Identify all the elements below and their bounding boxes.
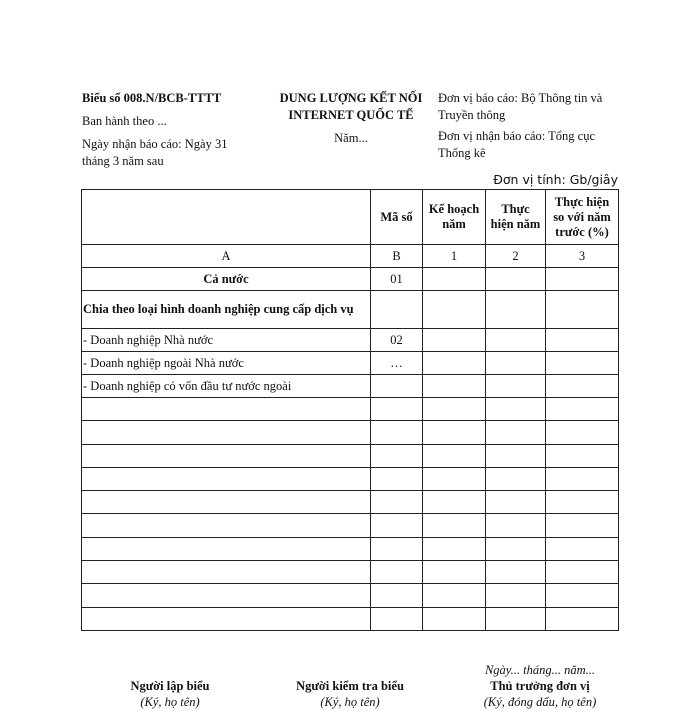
row-code: 01 — [371, 268, 423, 291]
report-table — [81, 189, 619, 631]
row-label: Chia theo loại hình doanh nghiệp cung cấp dịch vụ — [82, 291, 371, 329]
value-cell — [423, 268, 486, 291]
checker-title: Người kiểm tra biểu — [296, 679, 404, 693]
empty-cell — [82, 561, 371, 584]
value-cell — [486, 375, 546, 398]
empty-cell — [82, 421, 371, 444]
empty-table-row — [82, 444, 619, 467]
empty-cell — [546, 561, 619, 584]
value-cell — [486, 329, 546, 352]
empty-cell — [423, 421, 486, 444]
preparer-title: Người lập biểu — [130, 679, 210, 693]
empty-table-row — [82, 584, 619, 607]
empty-table-row — [82, 561, 619, 584]
table-row — [82, 329, 619, 352]
value-cell — [486, 352, 546, 375]
report-title: DUNG LƯỢNG KẾT NỐI INTERNET QUỐC TẾ — [279, 91, 423, 122]
empty-table-row — [82, 491, 619, 514]
index-cell: 2 — [486, 245, 546, 268]
row-label: - Doanh nghiệp có vốn đầu tư nước ngoài — [82, 375, 371, 398]
issued-by: Ban hành theo ... — [82, 114, 167, 128]
report-year: Năm... — [334, 131, 368, 145]
empty-cell — [423, 537, 486, 560]
receiving-unit: Đơn vị nhận báo cáo: Tổng cục Thống kê — [438, 129, 596, 160]
value-cell — [423, 375, 486, 398]
empty-cell — [423, 514, 486, 537]
index-cell: 3 — [546, 245, 619, 268]
empty-cell — [82, 537, 371, 560]
empty-cell — [546, 537, 619, 560]
preparer-sign-note: (Ký, họ tên) — [140, 695, 200, 709]
empty-cell — [371, 514, 423, 537]
value-cell — [546, 375, 619, 398]
empty-cell — [371, 444, 423, 467]
table-row — [82, 375, 619, 398]
empty-cell — [486, 491, 546, 514]
value-cell — [486, 291, 546, 329]
empty-cell — [371, 491, 423, 514]
empty-cell — [423, 561, 486, 584]
empty-cell — [82, 491, 371, 514]
empty-cell — [486, 444, 546, 467]
table-index-row — [82, 245, 619, 268]
empty-cell — [82, 444, 371, 467]
row-code: 02 — [371, 329, 423, 352]
row-code — [371, 291, 423, 329]
value-cell — [423, 291, 486, 329]
value-cell — [423, 352, 486, 375]
empty-cell — [486, 421, 546, 444]
empty-cell — [546, 421, 619, 444]
empty-table-row — [82, 514, 619, 537]
empty-cell — [546, 491, 619, 514]
index-cell: B — [371, 245, 423, 268]
empty-cell — [371, 607, 423, 630]
table-row — [82, 352, 619, 375]
table-row — [82, 268, 619, 291]
empty-cell — [486, 607, 546, 630]
empty-cell — [82, 398, 371, 421]
empty-cell — [423, 467, 486, 490]
head-title: Thủ trưởng đơn vị — [490, 679, 590, 693]
empty-table-row — [82, 467, 619, 490]
empty-table-row — [82, 537, 619, 560]
unit-label: Đơn vị tính: Gb/giây — [493, 172, 618, 187]
col-header-code: Mã số — [371, 190, 423, 245]
empty-cell — [546, 584, 619, 607]
value-cell — [546, 352, 619, 375]
empty-cell — [486, 467, 546, 490]
empty-cell — [546, 467, 619, 490]
col-header-actual: Thực hiện năm — [486, 190, 546, 245]
empty-cell — [371, 398, 423, 421]
receive-date: Ngày nhận báo cáo: Ngày 31 tháng 3 năm sau — [82, 137, 228, 168]
empty-cell — [82, 514, 371, 537]
empty-cell — [423, 398, 486, 421]
value-cell — [423, 329, 486, 352]
value-cell — [486, 268, 546, 291]
empty-cell — [371, 561, 423, 584]
empty-cell — [486, 537, 546, 560]
empty-cell — [371, 467, 423, 490]
empty-cell — [486, 514, 546, 537]
table-header-row — [82, 190, 619, 245]
reporting-unit: Đơn vị báo cáo: Bộ Thông tin và Truyền thông — [438, 91, 603, 122]
col-header-compare: Thực hiện so với năm trước (%) — [546, 190, 619, 245]
empty-cell — [82, 467, 371, 490]
empty-cell — [82, 584, 371, 607]
empty-cell — [371, 584, 423, 607]
row-label: - Doanh nghiệp Nhà nước — [82, 329, 371, 352]
empty-cell — [371, 537, 423, 560]
empty-cell — [486, 584, 546, 607]
empty-cell — [486, 398, 546, 421]
empty-cell — [82, 607, 371, 630]
value-cell — [546, 329, 619, 352]
empty-cell — [546, 398, 619, 421]
index-cell: 1 — [423, 245, 486, 268]
empty-cell — [546, 444, 619, 467]
row-label: Cả nước — [82, 268, 371, 291]
value-cell — [546, 268, 619, 291]
empty-cell — [423, 444, 486, 467]
col-header-indicator — [82, 190, 371, 245]
empty-table-row — [82, 607, 619, 630]
value-cell — [546, 291, 619, 329]
empty-cell — [486, 561, 546, 584]
row-label: - Doanh nghiệp ngoài Nhà nước — [82, 352, 371, 375]
empty-cell — [546, 607, 619, 630]
index-cell: A — [82, 245, 371, 268]
row-code — [371, 375, 423, 398]
empty-table-row — [82, 398, 619, 421]
table-row — [82, 291, 619, 329]
form-code: Biểu số 008.N/BCB-TTTT — [82, 91, 222, 105]
head-sign-note: (Ký, đóng dấu, họ tên) — [483, 695, 597, 709]
empty-cell — [546, 514, 619, 537]
empty-cell — [371, 421, 423, 444]
col-header-plan: Kế hoạch năm — [423, 190, 486, 245]
footer-date-line: Ngày... tháng... năm... — [484, 663, 596, 677]
empty-cell — [423, 607, 486, 630]
empty-table-row — [82, 421, 619, 444]
empty-cell — [423, 584, 486, 607]
row-code: … — [371, 352, 423, 375]
empty-cell — [423, 491, 486, 514]
checker-sign-note: (Ký, họ tên) — [320, 695, 380, 709]
